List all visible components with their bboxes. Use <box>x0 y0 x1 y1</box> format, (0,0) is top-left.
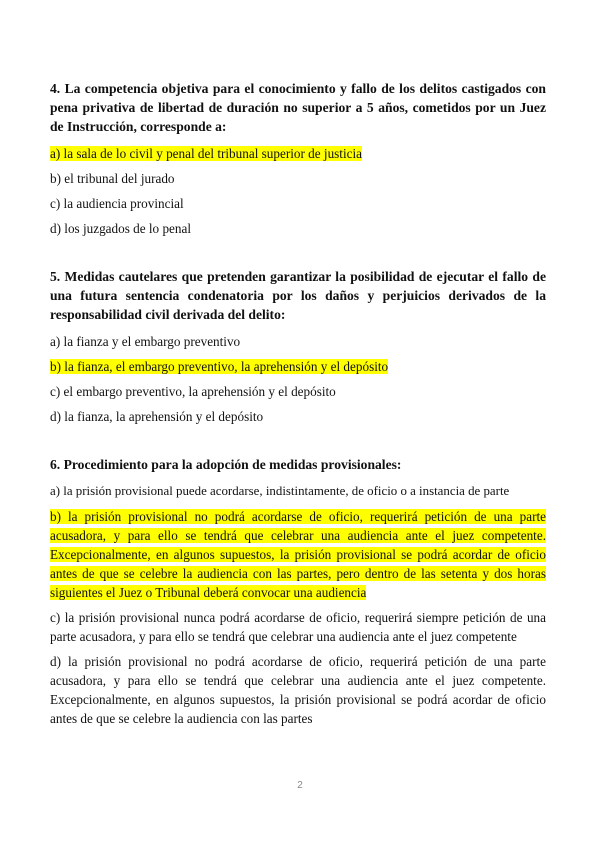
question-title: 4. La competencia objetiva para el conocimiento y fallo de los delitos castigados con pena privativa de libertad de duración no superior a 5 años, cometidos por un Juez de Instrucción, corresponde a: <box>50 81 546 134</box>
answer-option-a: a) la prisión provisional puede acordarse, indistintamente, de oficio o a instancia de parte <box>50 484 510 498</box>
question-6 <box>50 455 546 728</box>
answer-option-b <box>50 357 546 376</box>
answer-option-d: d) la fianza, la aprehensión y el depósito <box>50 409 264 424</box>
highlighted-answer: b) la prisión provisional no podrá acordarse de oficio, requerirá petición de una parte acusadora, y para ello se tendrá que celebrar una audiencia ante el juez competente. Excepcionalmente, en algunos supuestos, la prisión provisional se podrá acordar de oficio antes de que se celebre la audiencia con las partes, pero dentro de las setenta y dos horas siguientes el Juez o Tribunal deberá convocar una audiencia <box>50 509 546 600</box>
answer-option-d: d) los juzgados de lo penal <box>50 221 191 236</box>
answer-option-d: d) la prisión provisional no podrá acordarse de oficio, requerirá petición de una parte acusadora, y para ello se tendrá que celebrar una audiencia ante el juez competente. Excepcionalmente, en algunos supuestos, la prisión provisional se podrá acordar de oficio antes de que se celebre la audiencia con las partes <box>50 654 546 726</box>
question-title: 5. Medidas cautelares que pretenden garantizar la posibilidad de ejecutar el fallo de una futura sentencia condenatoria por los daños y perjuicios derivados de la responsabilidad civil derivada del delito: <box>50 269 546 322</box>
answer-option-a <box>50 144 546 163</box>
answer-option-a: a) la fianza y el embargo preventivo <box>50 334 241 349</box>
question-title: 6. Procedimiento para la adopción de medidas provisionales: <box>50 457 402 472</box>
highlighted-answer: b) la fianza, el embargo preventivo, la aprehensión y el depósito <box>50 359 389 374</box>
question-4 <box>50 79 546 238</box>
answer-option-c: c) la prisión provisional nunca podrá acordarse de oficio, requerirá siempre petición de una parte acusadora, y para ello se tendrá que celebrar una audiencia ante el juez competente <box>50 610 546 644</box>
answer-option-b: b) el tribunal del jurado <box>50 171 175 186</box>
answer-option-b <box>50 507 546 602</box>
highlighted-answer: a) la sala de lo civil y penal del tribunal superior de justicia <box>50 146 362 161</box>
answer-option-c: c) el embargo preventivo, la aprehensión y el depósito <box>50 384 336 399</box>
answer-option-c: c) la audiencia provincial <box>50 196 184 211</box>
page-number: 2 <box>297 780 303 791</box>
question-5 <box>50 267 546 426</box>
